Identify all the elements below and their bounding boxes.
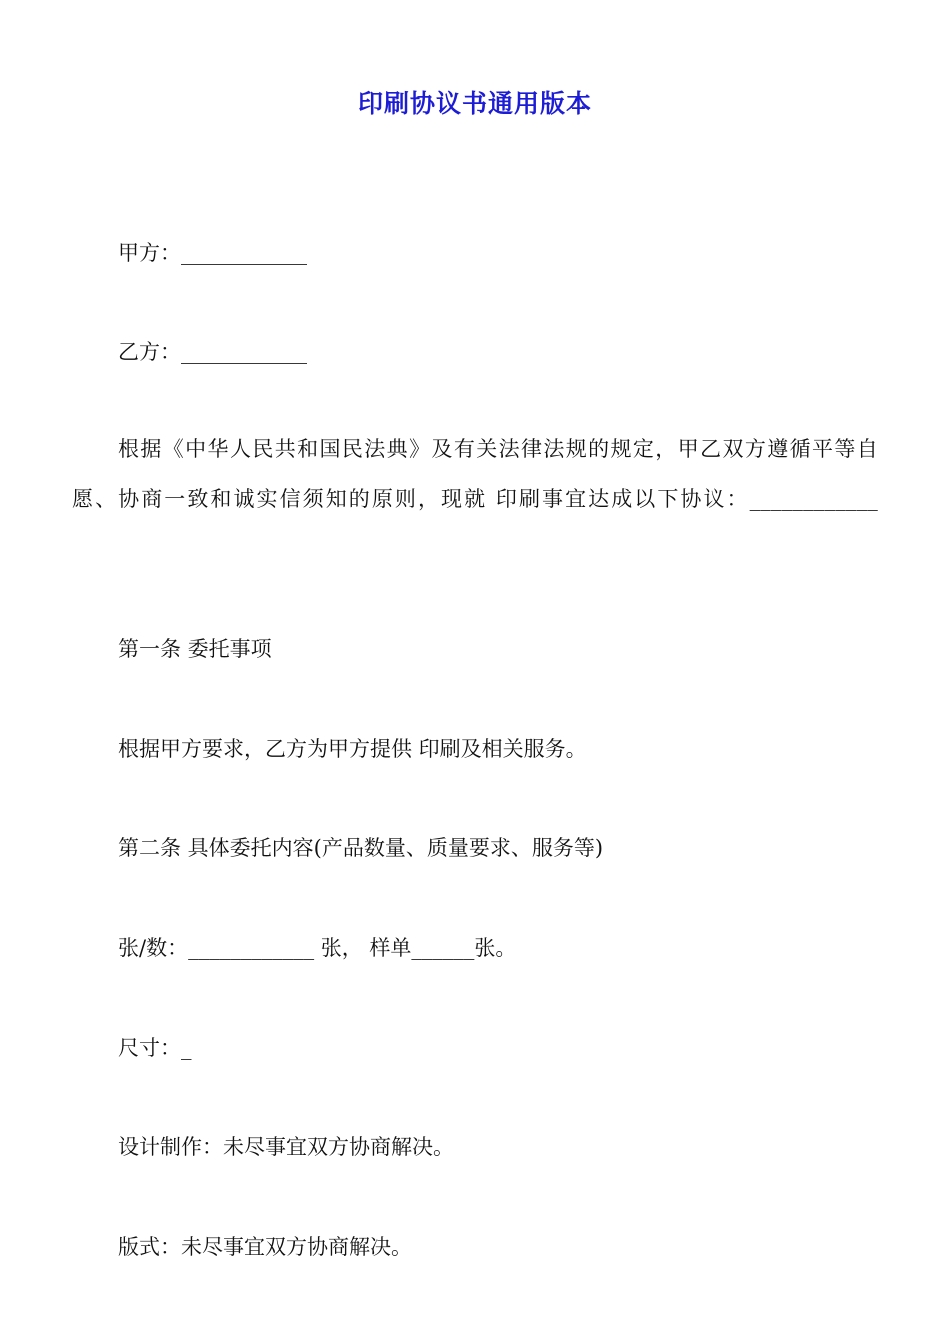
- design-line: 设计制作：未尽事宜双方协商解决。: [118, 1135, 454, 1159]
- quantity-line: 张/数：____________ 张， 样单______张。: [118, 936, 517, 960]
- preamble-paragraph: [72, 424, 878, 524]
- preamble-text: 根据《中华人民共和国民法典》及有关法律法规的规定，甲乙双方遵循平等自愿、协商一致和诚实信须知的原则，现就 印刷事宜达成以下协议：____________: [72, 437, 878, 511]
- party-b-line: 乙方：____________: [118, 340, 307, 364]
- article1-text: 根据甲方要求，乙方为甲方提供 印刷及相关服务。: [118, 737, 587, 761]
- article1-heading: 第一条 委托事项: [118, 637, 272, 661]
- layout-line: 版式：未尽事宜双方协商解决。: [118, 1235, 412, 1259]
- size-line: 尺寸：_: [118, 1036, 192, 1060]
- article2-heading: 第二条 具体委托内容(产品数量、质量要求、服务等): [118, 836, 604, 860]
- document-title: 印刷协议书通用版本: [357, 89, 592, 118]
- party-a-line: 甲方：____________: [118, 241, 307, 265]
